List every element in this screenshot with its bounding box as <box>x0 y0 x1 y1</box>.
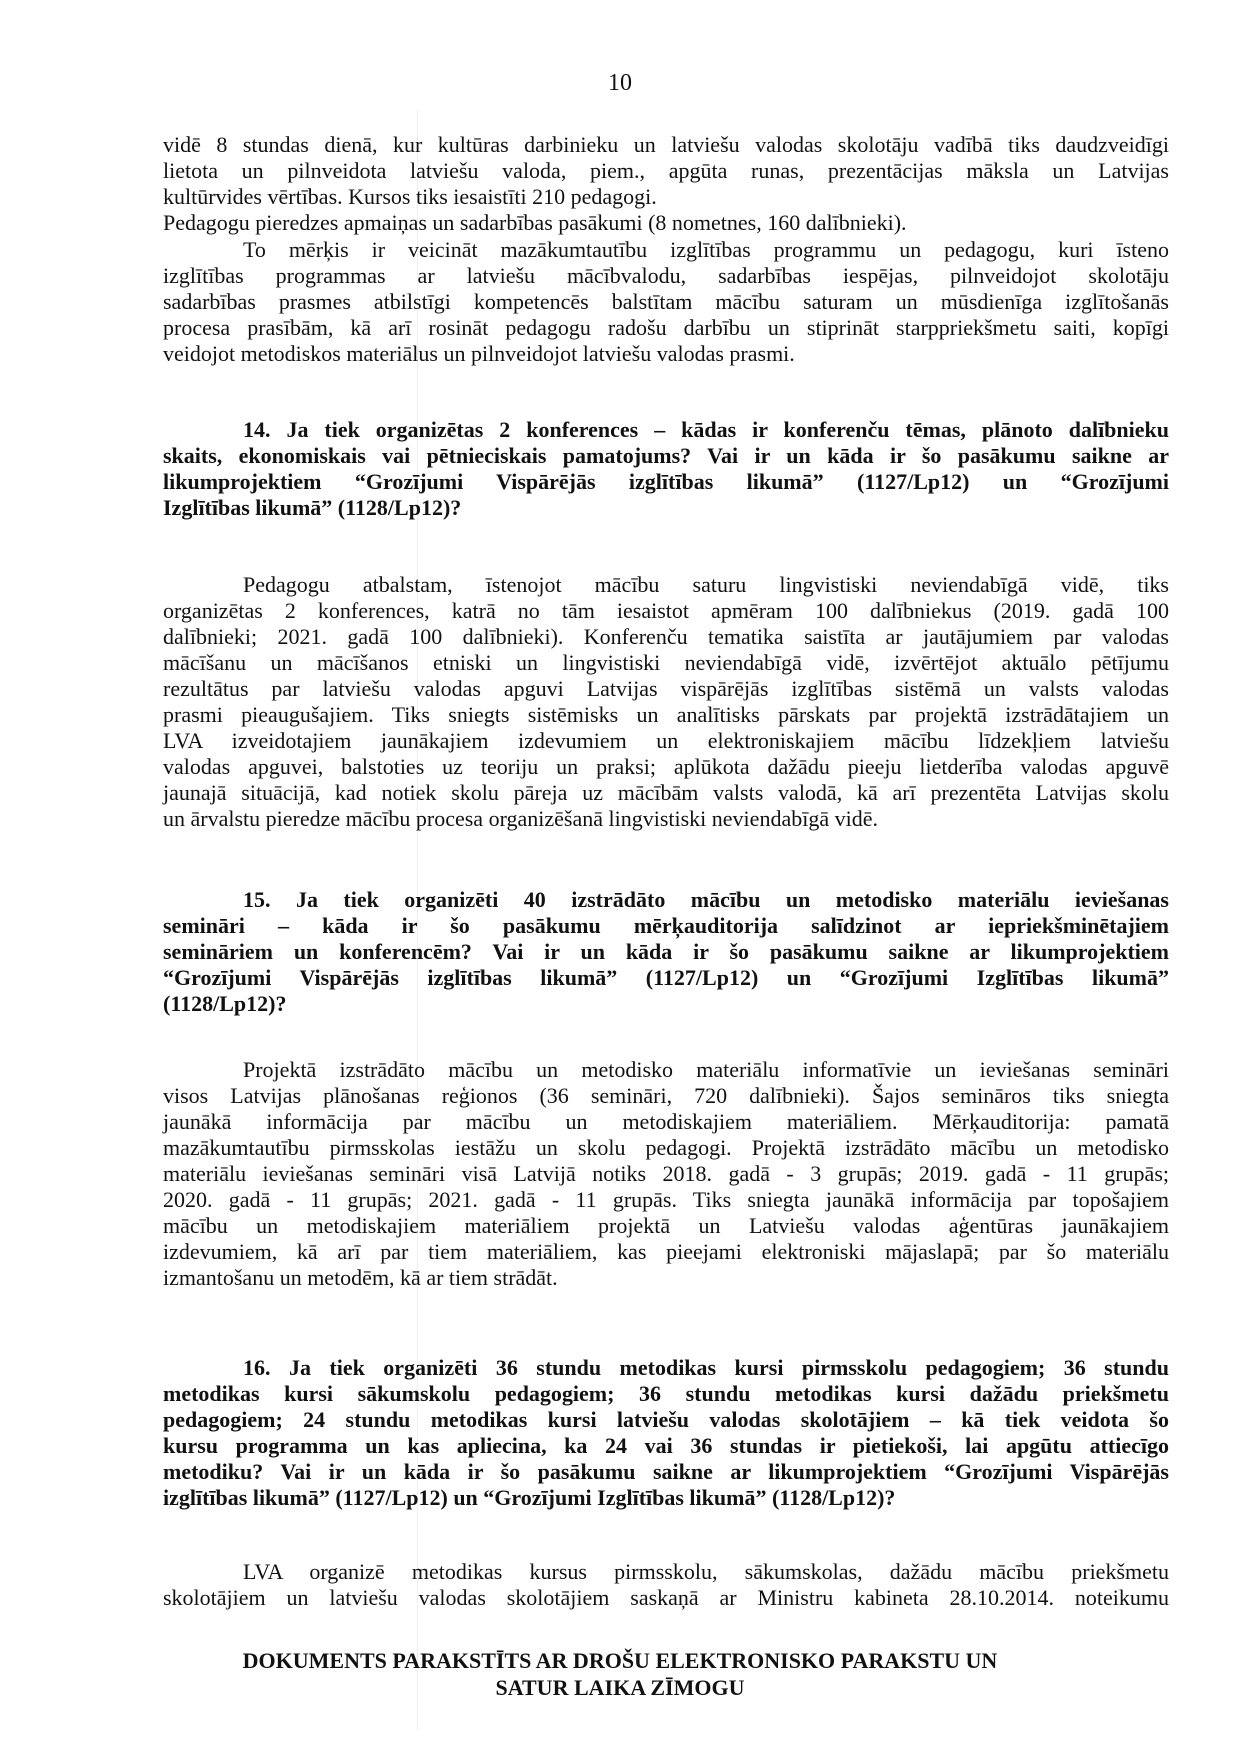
text-line: mazākumtautību pirmsskolas iestāžu un skolu pedagogi. Projektā izstrādāto mācību un metodisko <box>163 1135 1169 1160</box>
text-line: skolotājiem un latviešu valodas skolotājiem saskaņā ar Ministru kabineta 28.10.2014. noteikumu <box>163 1585 1169 1610</box>
text-line: Izglītības likumā” (1128/Lp12)? <box>163 495 462 520</box>
text-line: vidē 8 stundas dienā, kur kultūras darbinieku un latviešu valodas skolotāju vadībā tiks daudzveidīgi <box>163 132 1169 157</box>
text-line: (1128/Lp12)? <box>163 991 287 1016</box>
text-line: materiālu ieviešanas semināri visā Latvijā notiks 2018. gadā - 3 grupās; 2019. gadā - 11 grupās; <box>163 1161 1169 1186</box>
text-line: jaunajā situācijā, kad notiek skolu pāreja uz mācībām valsts valodā, kā arī prezentēta Latvijas skolu <box>163 780 1169 805</box>
question-16 <box>163 1355 1169 1511</box>
text-line: semināriem un konferencēm? Vai ir un kāda ir šo pasākumu saikne ar likumprojektiem <box>163 939 1169 964</box>
text-line: 16. Ja tiek organizēti 36 stundu metodikas kursi pirmsskolu pedagogiem; 36 stundu <box>243 1355 1169 1380</box>
paragraph-intro <box>163 132 1169 210</box>
text-line: “Grozījumi Vispārējās izglītības likumā” (1127/Lp12) un “Grozījumi Izglītības likumā” <box>163 965 1169 990</box>
paragraph-goal <box>163 237 1169 367</box>
text-line: 15. Ja tiek organizēti 40 izstrādāto mācību un metodisko materiālu ieviešanas <box>243 887 1169 912</box>
text-line: dalībnieki; 2021. gadā 100 dalībnieki). Konferenču tematika saistīta ar jautājumiem par valodas <box>163 624 1169 649</box>
text-line: kultūrvides vērtības. Kursos tiks iesaistīti 210 pedagogi. <box>163 184 657 209</box>
text-line: LVA organizē metodikas kursus pirmsskolu, sākumskolas, dažādu mācību priekšmetu <box>243 1559 1169 1584</box>
text-line: visos Latvijas plānošanas reģionos (36 semināri, 720 dalībnieki). Šajos semināros tiks sniegta <box>163 1083 1169 1108</box>
text-line: kursu programma un kas apliecina, ka 24 vai 36 stundas ir pietiekoši, lai apgūtu attiecīgo <box>163 1433 1169 1458</box>
text-line: izglītības likumā” (1127/Lp12) un “Grozījumi Izglītības likumā” (1128/Lp12)? <box>163 1485 896 1510</box>
text-line: izglītības programmas ar latviešu mācībvalodu, sadarbības iespējas, pilnveidojot skolotāju <box>163 263 1169 288</box>
paragraph-exchange-events <box>163 210 1169 236</box>
text-line: skaits, ekonomiskais vai pētnieciskais pamatojums? Vai ir un kāda ir šo pasākumu saikne ar <box>163 443 1169 468</box>
text-line: prasmi pieaugušajiem. Tiks sniegts sistēmisks un analītisks pārskats par projektā izstrādātajiem un <box>163 702 1169 727</box>
text-line: pedagogiem; 24 stundu metodikas kursi latviešu valodas skolotājiem – kā tiek veidota šo <box>163 1407 1169 1432</box>
text-line: metodikas kursi sākumskolu pedagogiem; 36 stundu metodikas kursi dažādu priekšmetu <box>163 1381 1169 1406</box>
text-line: un ārvalstu pieredze mācību procesa organizēšanā lingvistiski neviendabīgā vidē. <box>163 806 878 831</box>
text-line: mācību un metodiskajiem materiāliem projektā un Latviešu valodas aģentūras jaunākajiem <box>163 1213 1169 1238</box>
text-line: veidojot metodiskos materiālus un pilnveidojot latviešu valodas prasmi. <box>163 341 795 366</box>
page-number: 10 <box>608 70 632 96</box>
answer-16 <box>163 1559 1169 1611</box>
text-line: valodas apguvei, balstoties uz teoriju un praksi; aplūkota dažādu pieeju lietderība valodas apguvē <box>163 754 1169 779</box>
text-line: LVA izveidotajiem jaunākajiem izdevumiem un elektroniskajiem mācību līdzekļiem latviešu <box>163 728 1169 753</box>
text-line: procesa prasībām, kā arī rosināt pedagogu radošu darbību un stiprināt starppriekšmetu saiti, kopīgi <box>163 315 1169 340</box>
text-line: semināri – kāda ir šo pasākumu mērķauditorija salīdzinot ar iepriekšminētajiem <box>163 913 1169 938</box>
signature-notice-line-1: DOKUMENTS PARAKSTĪTS AR DROŠU ELEKTRONISKO PARAKSTU UN <box>242 1648 998 1673</box>
signature-notice-line-2: SATUR LAIKA ZĪMOGU <box>495 1675 745 1700</box>
text-line: likumprojektiem “Grozījumi Vispārējās izglītības likumā” (1127/Lp12) un “Grozījumi <box>163 469 1169 494</box>
question-15 <box>163 887 1169 1017</box>
question-14 <box>163 417 1169 521</box>
text-line: 14. Ja tiek organizētas 2 konferences – kādas ir konferenču tēmas, plānoto dalībnieku <box>243 417 1169 442</box>
text-line: izdevumiem, kā arī par tiem materiāliem, kas pieejami elektroniski mājaslapā; par šo materiālu <box>163 1239 1169 1264</box>
text-line: Pedagogu atbalstam, īstenojot mācību saturu lingvistiski neviendabīgā vidē, tiks <box>243 572 1169 597</box>
answer-14 <box>163 572 1169 832</box>
text-line: lietota un pilnveidota latviešu valoda, piem., apgūta runas, prezentācijas māksla un Latvijas <box>163 158 1169 183</box>
text-line: 2020. gadā - 11 grupās; 2021. gadā - 11 grupās. Tiks sniegta jaunākā informācija par topošajiem <box>163 1187 1169 1212</box>
text-line: sadarbības prasmes atbilstīgi kompetencēs balstītam mācību saturam un mūsdienīga izglītošanās <box>163 289 1169 314</box>
text-line: Projektā izstrādāto mācību un metodisko materiālu informatīvie un ieviešanas semināri <box>243 1057 1169 1082</box>
text-line: rezultātus par latviešu valodas apguvi Latvijas vispārējās izglītības sistēmā un valsts valodas <box>163 676 1169 701</box>
signature-notice <box>0 1647 1240 1701</box>
text-line: To mērķis ir veicināt mazākumtautību izglītības programmu un pedagogu, kuri īsteno <box>243 237 1169 262</box>
text-line: mācīšanu un mācīšanos etniski un lingvistiski neviendabīgā vidē, izvērtējot aktuālo pētījumu <box>163 650 1169 675</box>
text-line: organizētas 2 konferences, katrā no tām iesaistot apmēram 100 dalībniekus (2019. gadā 100 <box>163 598 1169 623</box>
text-line: izmantošanu un metodēm, kā ar tiem strādāt. <box>163 1265 558 1290</box>
text-line: Pedagogu pieredzes apmaiņas un sadarbības pasākumi (8 nometnes, 160 dalībnieki). <box>163 210 907 235</box>
answer-15 <box>163 1057 1169 1291</box>
text-line: metodiku? Vai ir un kāda ir šo pasākumu saikne ar likumprojektiem “Grozījumi Vispārējās <box>163 1459 1169 1484</box>
text-line: jaunākā informācija par mācību un metodiskajiem materiāliem. Mērķauditorija: pamatā <box>163 1109 1169 1134</box>
